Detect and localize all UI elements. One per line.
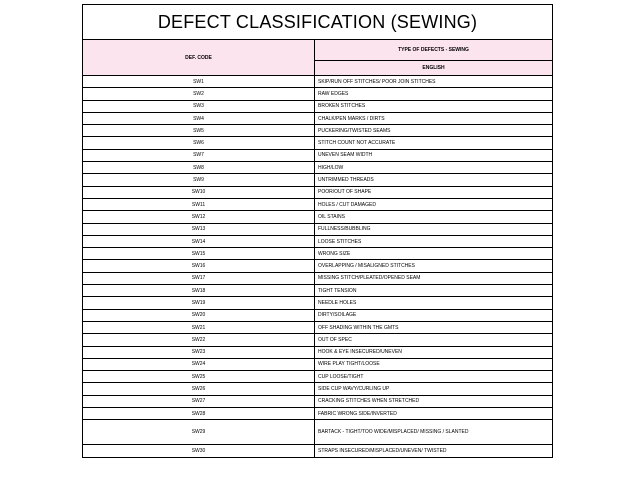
defect-code-cell: SW19 — [83, 297, 315, 309]
defect-code-cell: SW18 — [83, 285, 315, 297]
table-row — [83, 223, 553, 235]
defect-description-cell: CUP LOOSE/TIGHT — [315, 371, 553, 383]
defect-description-cell: WIRE PLAY TIGHT/LOOSE — [315, 358, 553, 370]
defect-description-cell: BARTACK - TIGHT/TOO WIDE/MISPLACED/ MISSING / SLANTED — [315, 420, 553, 445]
defect-description-cell: UNEVEN SEAM WIDTH — [315, 149, 553, 161]
defect-description-cell: SIDE CUP WAVY/CURLING UP — [315, 383, 553, 395]
defect-description-cell: STITCH COUNT NOT ACCURATE — [315, 137, 553, 149]
defect-description-cell: FABRIC WRONG SIDE/INVERTED — [315, 408, 553, 420]
defect-description-cell: OIL STAINS — [315, 211, 553, 223]
def-code-header: DEF. CODE — [83, 40, 315, 76]
table-row — [83, 137, 553, 149]
table-row — [83, 149, 553, 161]
defect-code-cell: SW24 — [83, 358, 315, 370]
table-row — [83, 383, 553, 395]
defect-code-cell: SW12 — [83, 211, 315, 223]
defect-description-cell: BROKEN STITCHES — [315, 100, 553, 112]
table-row — [83, 260, 553, 272]
defect-table — [82, 4, 553, 458]
table-row — [83, 358, 553, 370]
type-of-defects-header: TYPE OF DEFECTS - SEWING — [315, 40, 553, 61]
defect-description-cell: TIGHT TENSION — [315, 285, 553, 297]
table-row — [83, 346, 553, 358]
table-row — [83, 198, 553, 210]
defect-description-cell: OUT OF SPEC — [315, 334, 553, 346]
table-row — [83, 248, 553, 260]
defect-code-cell: SW26 — [83, 383, 315, 395]
language-header: ENGLISH — [315, 61, 553, 76]
defect-code-cell: SW13 — [83, 223, 315, 235]
defect-description-cell: PUCKERING/TWISTED SEAMS — [315, 125, 553, 137]
defect-description-cell: CRACKING STITCHES WHEN STRETCHED — [315, 395, 553, 407]
defect-description-cell: POOR/OUT OF SHAPE — [315, 186, 553, 198]
defect-description-cell: FULLNESS/BUBBLING — [315, 223, 553, 235]
defect-description-cell: LOOSE STITCHES — [315, 235, 553, 247]
defect-code-cell: SW16 — [83, 260, 315, 272]
defect-code-cell: SW6 — [83, 137, 315, 149]
defect-code-cell: SW25 — [83, 371, 315, 383]
table-row — [83, 371, 553, 383]
title-row — [83, 5, 553, 40]
defect-description-cell: OVERLAPPING / MISALIGNED STITCHES — [315, 260, 553, 272]
defect-description-cell: MISSING STITCH/PLEATED/OPENED SEAM — [315, 272, 553, 284]
defect-description-cell: OFF SHADING WITHIN THE GMTS — [315, 321, 553, 333]
table-row — [83, 334, 553, 346]
defect-code-cell: SW8 — [83, 162, 315, 174]
defect-code-cell: SW11 — [83, 198, 315, 210]
defect-code-cell: SW29 — [83, 420, 315, 445]
table-row — [83, 112, 553, 124]
defect-code-cell: SW9 — [83, 174, 315, 186]
table-row — [83, 125, 553, 137]
defect-code-cell: SW10 — [83, 186, 315, 198]
defect-description-cell: CHALK/PEN MARKS / DIRTS — [315, 112, 553, 124]
header-row-top — [83, 40, 553, 61]
table-row — [83, 235, 553, 247]
defect-code-cell: SW4 — [83, 112, 315, 124]
defect-description-cell: STRAPS INSECURED/MISPLACED/UNEVEN/ TWISTED — [315, 445, 553, 457]
page-title: DEFECT CLASSIFICATION (SEWING) — [83, 5, 553, 40]
defect-description-cell: WRONG SIZE — [315, 248, 553, 260]
table-row — [83, 100, 553, 112]
defect-code-cell: SW15 — [83, 248, 315, 260]
defect-description-cell: DIRTY/SOILAGE — [315, 309, 553, 321]
defect-code-cell: SW30 — [83, 445, 315, 457]
defect-description-cell: HIGH/LOW — [315, 162, 553, 174]
defect-description-cell: NEEDLE HOLES — [315, 297, 553, 309]
defect-code-cell: SW17 — [83, 272, 315, 284]
defect-code-cell: SW21 — [83, 321, 315, 333]
defect-code-cell: SW22 — [83, 334, 315, 346]
defect-description-cell: HOLES / CUT DAMAGED — [315, 198, 553, 210]
table-row — [83, 420, 553, 445]
defect-code-cell: SW20 — [83, 309, 315, 321]
defect-code-cell: SW1 — [83, 76, 315, 88]
table-row — [83, 174, 553, 186]
defect-code-cell: SW7 — [83, 149, 315, 161]
table-row — [83, 211, 553, 223]
table-row — [83, 321, 553, 333]
table-row — [83, 445, 553, 457]
defect-code-cell: SW23 — [83, 346, 315, 358]
defect-description-cell: HOOK & EYE INSECURED/UNEVEN — [315, 346, 553, 358]
table-row — [83, 285, 553, 297]
table-row — [83, 395, 553, 407]
defect-code-cell: SW14 — [83, 235, 315, 247]
defect-code-cell: SW27 — [83, 395, 315, 407]
table-row — [83, 186, 553, 198]
defect-code-cell: SW28 — [83, 408, 315, 420]
table-row — [83, 88, 553, 100]
table-row — [83, 297, 553, 309]
defect-code-cell: SW3 — [83, 100, 315, 112]
table-row — [83, 76, 553, 88]
defect-classification-sheet — [82, 4, 552, 458]
defect-description-cell: RAW EDGES — [315, 88, 553, 100]
table-row — [83, 272, 553, 284]
defect-code-cell: SW2 — [83, 88, 315, 100]
defect-code-cell: SW5 — [83, 125, 315, 137]
table-row — [83, 408, 553, 420]
defect-description-cell: SKIP/RUN OFF STITCHES/ POOR JOIN STITCHES — [315, 76, 553, 88]
table-row — [83, 309, 553, 321]
defect-description-cell: UNTRIMMED THREADS — [315, 174, 553, 186]
table-row — [83, 162, 553, 174]
